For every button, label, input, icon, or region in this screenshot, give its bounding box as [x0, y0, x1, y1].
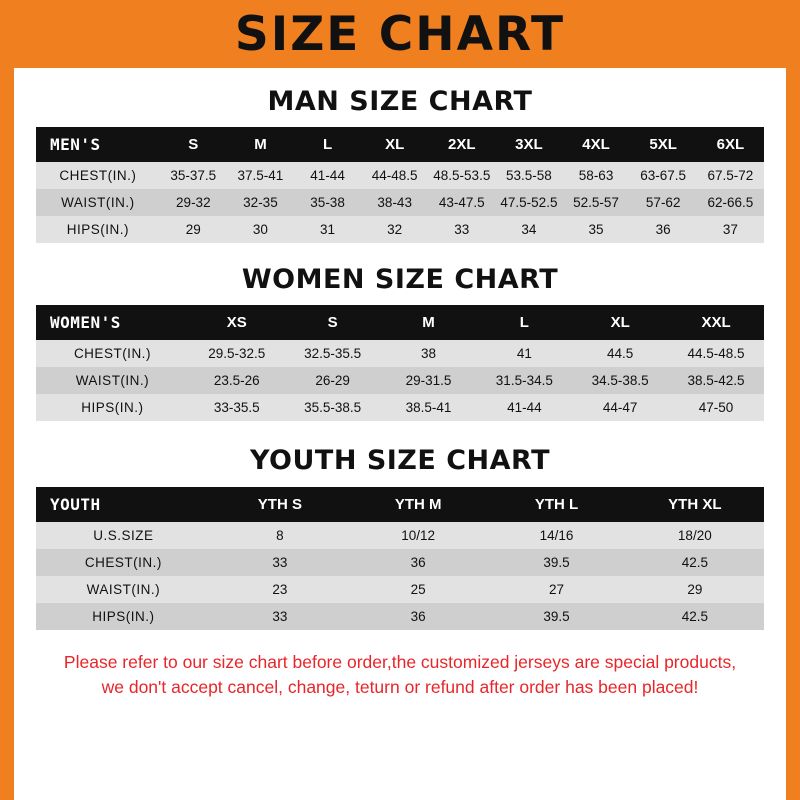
- table-cell: 34: [521, 222, 537, 237]
- table-cell: 8: [276, 528, 284, 543]
- section-title-youth: YOUTH SIZE CHART: [249, 445, 551, 476]
- table-row: [36, 189, 764, 216]
- column-header: S: [188, 136, 199, 153]
- table-cell: 42.5: [681, 609, 708, 624]
- table-cell: 36: [410, 555, 426, 570]
- table-header-row: [36, 487, 764, 522]
- row-header: HIPS(IN.): [92, 609, 155, 624]
- row-header: CHEST(IN.): [73, 346, 151, 361]
- table-cell: 44.5: [607, 346, 634, 361]
- table-cell: 44.5-48.5: [687, 346, 745, 361]
- table-cell: 36: [655, 222, 671, 237]
- table-cell: 38.5-41: [405, 400, 452, 415]
- table-cell: 23.5-26: [213, 373, 260, 388]
- table-cell: 52.5-57: [573, 195, 619, 210]
- table-row: [36, 576, 764, 603]
- table-cell: 44-48.5: [371, 168, 418, 183]
- table-cell: 41: [516, 346, 532, 361]
- table-cell: 67.5-72: [707, 168, 754, 183]
- table-cell: 47.5-52.5: [500, 195, 558, 210]
- table-row: [36, 603, 764, 630]
- table-row: [36, 394, 764, 421]
- column-header: YTH XL: [668, 496, 722, 513]
- row-header: U.S.SIZE: [93, 528, 154, 543]
- content: [14, 86, 786, 701]
- table-cell: 57-62: [645, 195, 681, 210]
- column-header: 3XL: [515, 136, 543, 153]
- table-cell: 37.5-41: [237, 168, 284, 183]
- column-header: L: [519, 314, 529, 331]
- table-cell: 35-37.5: [170, 168, 217, 183]
- banner: [14, 0, 786, 68]
- column-header: XS: [226, 314, 247, 331]
- table-cell: 27: [548, 582, 565, 597]
- table-cell: 39.5: [543, 609, 570, 624]
- row-header: WAIST(IN.): [86, 582, 161, 597]
- table-cell: 14/16: [539, 528, 574, 543]
- column-header: YTH L: [534, 496, 579, 513]
- table-cell: 34.5-38.5: [591, 373, 649, 388]
- table-cell: 29.5-32.5: [208, 346, 266, 361]
- table-cell: 47-50: [698, 400, 734, 415]
- table-cell: 29: [185, 222, 201, 237]
- table-cell: 29: [687, 582, 703, 597]
- table-cell: 32: [387, 222, 403, 237]
- row-header: WAIST(IN.): [75, 373, 150, 388]
- footer-note-line-1: Please refer to our size chart before order,the customized jerseys are special products,: [63, 652, 737, 672]
- table-cell: 33: [272, 555, 288, 570]
- table-cell: 38-43: [377, 195, 412, 210]
- row-header: WAIST(IN.): [61, 195, 135, 210]
- column-header: WOMEN'S: [50, 313, 121, 332]
- column-header: YTH M: [394, 496, 442, 513]
- column-header: 2XL: [448, 136, 476, 153]
- table-cell: 32.5-35.5: [304, 346, 362, 361]
- column-header: S: [327, 314, 338, 331]
- table-header-row: [36, 127, 764, 162]
- page-title: SIZE CHART: [234, 6, 566, 62]
- table-cell: 38: [420, 346, 436, 361]
- table-cell: 53.5-58: [506, 168, 552, 183]
- column-header: 5XL: [649, 136, 677, 153]
- table-cell: 32-35: [243, 195, 278, 210]
- table-cell: 33-35.5: [213, 400, 260, 415]
- table-row: [36, 522, 764, 549]
- table-row: [36, 549, 764, 576]
- table-header-row: [36, 305, 764, 340]
- table-cell: 26-29: [315, 373, 350, 388]
- table-row: [36, 340, 764, 367]
- column-header: YTH S: [257, 496, 302, 513]
- women-size-table: [36, 305, 764, 421]
- row-header: CHEST(IN.): [59, 168, 137, 183]
- table-cell: 29-32: [176, 195, 211, 210]
- table-row: [36, 367, 764, 394]
- table-cell: 35-38: [310, 195, 345, 210]
- table-cell: 38.5-42.5: [687, 373, 745, 388]
- column-header: XL: [385, 136, 405, 153]
- table-row: [36, 216, 764, 243]
- column-header: M: [254, 136, 267, 153]
- table-cell: 42.5: [681, 555, 708, 570]
- row-header: CHEST(IN.): [84, 555, 162, 570]
- men-size-table: [36, 127, 764, 243]
- column-header: L: [322, 136, 333, 153]
- column-header: MEN'S: [50, 135, 101, 154]
- table-cell: 33: [454, 222, 470, 237]
- column-header: XXL: [701, 314, 731, 331]
- table-cell: 41-44: [507, 400, 542, 415]
- table-cell: 36: [410, 609, 426, 624]
- footer-note-line-2: we don't accept cancel, change, teturn or refund after order has been placed!: [101, 677, 699, 698]
- row-header: HIPS(IN.): [66, 222, 129, 237]
- table-cell: 58-63: [578, 168, 614, 183]
- table-cell: 18/20: [677, 528, 712, 543]
- table-cell: 63-67.5: [640, 168, 687, 183]
- footer-note: [36, 650, 764, 701]
- table-cell: 31: [320, 222, 336, 237]
- table-cell: 25: [410, 582, 426, 597]
- table-cell: 30: [252, 222, 268, 237]
- column-header: 4XL: [582, 136, 610, 153]
- table-cell: 43-47.5: [438, 195, 485, 210]
- column-header: M: [422, 314, 435, 331]
- table-cell: 39.5: [543, 555, 570, 570]
- table-cell: 48.5-53.5: [433, 168, 491, 183]
- column-header: XL: [610, 314, 630, 331]
- table-cell: 29-31.5: [405, 373, 452, 388]
- table-cell: 35.5-38.5: [304, 400, 362, 415]
- column-header: YOUTH: [50, 495, 101, 514]
- table-cell: 35: [588, 222, 604, 237]
- table-cell: 10/12: [401, 528, 436, 543]
- table-cell: 23: [272, 582, 288, 597]
- column-header: 6XL: [716, 136, 745, 153]
- section-title-man: MAN SIZE CHART: [267, 86, 533, 117]
- table-cell: 62-66.5: [707, 195, 754, 210]
- table-cell: 31.5-34.5: [495, 373, 553, 388]
- table-cell: 44-47: [602, 400, 638, 415]
- table-row: [36, 162, 764, 189]
- row-header: HIPS(IN.): [81, 400, 144, 415]
- section-title-women: WOMEN SIZE CHART: [241, 264, 559, 295]
- youth-size-table: [36, 487, 764, 630]
- table-cell: 41-44: [310, 168, 345, 183]
- table-cell: 33: [272, 609, 288, 624]
- table-cell: 37: [722, 222, 738, 237]
